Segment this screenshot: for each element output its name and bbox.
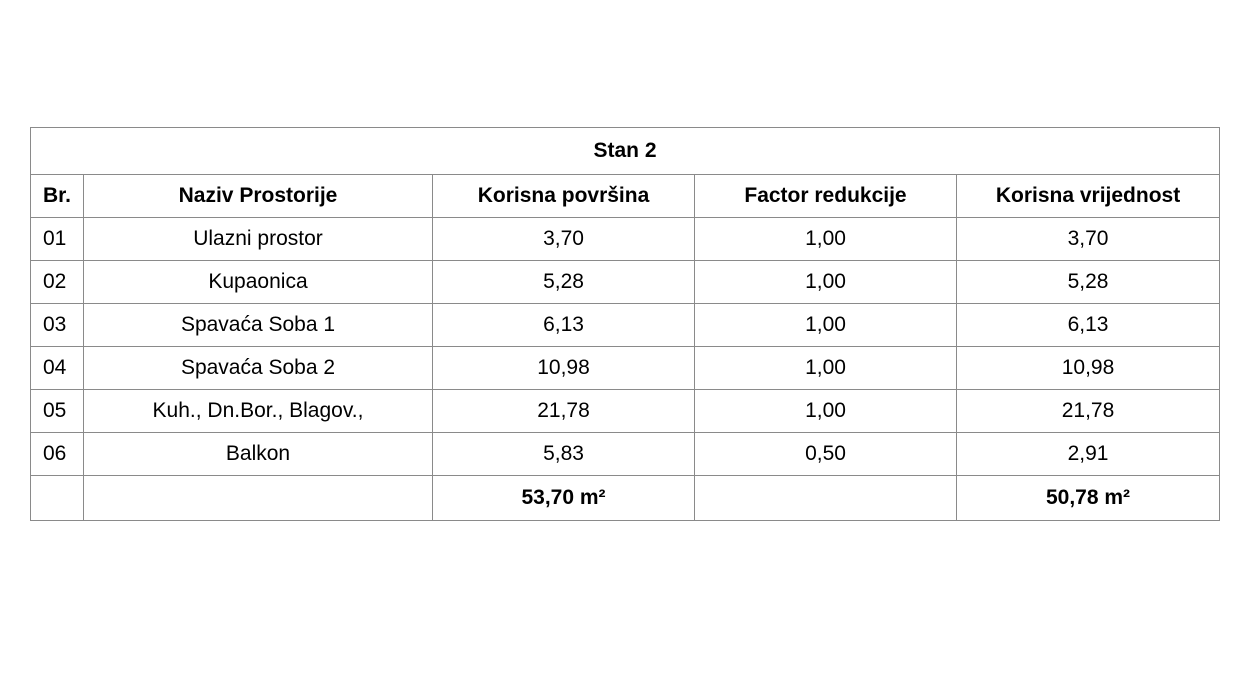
header-usable-area: Korisna površina xyxy=(433,175,695,218)
total-usable-value: 50,78 m² xyxy=(957,476,1220,521)
header-reduction-factor: Factor redukcije xyxy=(695,175,957,218)
row-usable-area: 5,28 xyxy=(433,261,695,304)
row-usable-area: 21,78 xyxy=(433,390,695,433)
row-usable-value: 21,78 xyxy=(957,390,1220,433)
row-reduction-factor: 1,00 xyxy=(695,390,957,433)
row-reduction-factor: 0,50 xyxy=(695,433,957,476)
row-reduction-factor: 1,00 xyxy=(695,218,957,261)
header-number: Br. xyxy=(31,175,84,218)
table-row xyxy=(31,433,1220,476)
row-usable-value: 2,91 xyxy=(957,433,1220,476)
row-number: 06 xyxy=(31,433,84,476)
totals-empty-room-name xyxy=(84,476,433,521)
row-usable-area: 10,98 xyxy=(433,347,695,390)
table-row xyxy=(31,261,1220,304)
row-reduction-factor: 1,00 xyxy=(695,347,957,390)
table-title-row xyxy=(31,128,1220,175)
table-row xyxy=(31,304,1220,347)
row-usable-area: 5,83 xyxy=(433,433,695,476)
row-reduction-factor: 1,00 xyxy=(695,261,957,304)
header-usable-value: Korisna vrijednost xyxy=(957,175,1220,218)
row-room-name: Balkon xyxy=(84,433,433,476)
row-room-name: Ulazni prostor xyxy=(84,218,433,261)
row-number: 02 xyxy=(31,261,84,304)
row-room-name: Kupaonica xyxy=(84,261,433,304)
row-room-name: Spavaća Soba 2 xyxy=(84,347,433,390)
table-header-row xyxy=(31,175,1220,218)
room-area-table xyxy=(30,127,1220,521)
table-row xyxy=(31,218,1220,261)
row-usable-value: 6,13 xyxy=(957,304,1220,347)
total-usable-area: 53,70 m² xyxy=(433,476,695,521)
row-reduction-factor: 1,00 xyxy=(695,304,957,347)
totals-row xyxy=(31,476,1220,521)
row-room-name: Spavaća Soba 1 xyxy=(84,304,433,347)
header-room-name: Naziv Prostorije xyxy=(84,175,433,218)
row-number: 01 xyxy=(31,218,84,261)
row-usable-area: 6,13 xyxy=(433,304,695,347)
totals-empty-reduction-factor xyxy=(695,476,957,521)
totals-empty-number xyxy=(31,476,84,521)
row-usable-value: 10,98 xyxy=(957,347,1220,390)
row-usable-area: 3,70 xyxy=(433,218,695,261)
table-row xyxy=(31,347,1220,390)
table-row xyxy=(31,390,1220,433)
table-title: Stan 2 xyxy=(31,128,1220,175)
row-usable-value: 3,70 xyxy=(957,218,1220,261)
row-room-name: Kuh., Dn.Bor., Blagov., xyxy=(84,390,433,433)
row-number: 05 xyxy=(31,390,84,433)
row-number: 03 xyxy=(31,304,84,347)
row-number: 04 xyxy=(31,347,84,390)
row-usable-value: 5,28 xyxy=(957,261,1220,304)
